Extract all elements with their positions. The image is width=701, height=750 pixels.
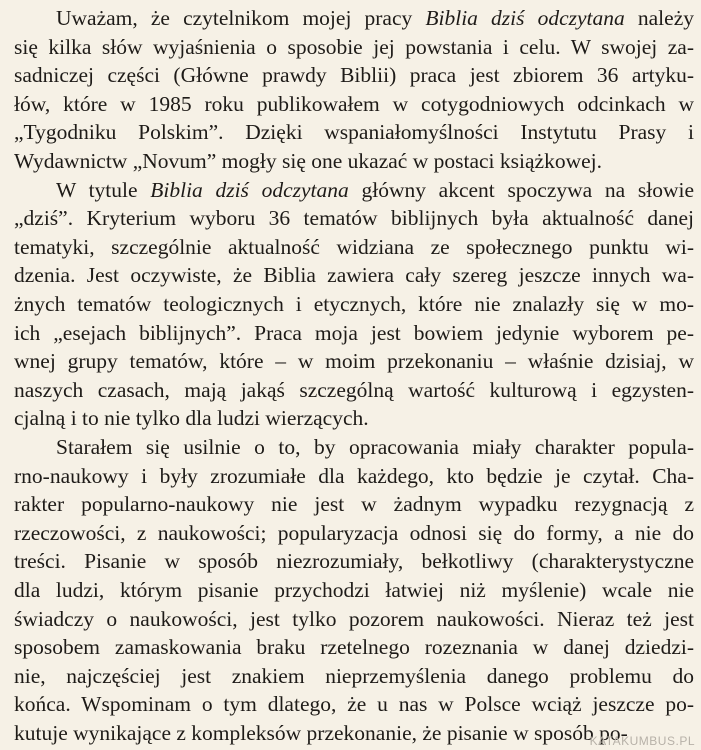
- text-line: [14, 90, 694, 118]
- text-segment: sadniczej części (Główne prawdy Biblii) praca jest zbiorem 36 artyku-: [14, 63, 694, 88]
- text-line: [14, 490, 694, 518]
- text-line: [14, 204, 694, 232]
- text-line: [14, 462, 694, 490]
- text-segment: rno-naukowy i były zrozumiałe dla każdego, kto będzie je czytał. Cha-: [14, 463, 694, 488]
- text-line: [14, 547, 694, 575]
- text-line: [56, 433, 694, 461]
- text-segment: Uważam, że czytelnikom mojej pracy: [56, 6, 426, 30]
- text-segment: kutuje wynikające z kompleksów przekonanie, że pisanie w sposób po-: [14, 721, 628, 745]
- text-segment: dzenia. Jest oczywiste, że Biblia zawiera cały szereg jeszcze innych wa-: [14, 263, 694, 288]
- text-segment: świadczy o naukowości, jest tylko pozorem naukowości. Nieraz też jest: [14, 606, 694, 631]
- text-line: [14, 690, 694, 718]
- text-segment: końca. Wspominam o tym dlatego, że u nas w Polsce wciąż jeszcze po-: [14, 692, 694, 717]
- text-line: [56, 176, 694, 204]
- text-segment: nie, najczęściej jest znakiem nieprzemyślenia danego problemu do: [14, 663, 694, 688]
- text-segment: należy: [624, 6, 694, 30]
- italic-title: Biblia dziś odczytana: [150, 177, 349, 202]
- text-segment: dla ludzi, którym pisanie przychodzi łatwiej niż myślenie) wcale nie: [14, 578, 694, 602]
- text-line: [14, 147, 694, 175]
- italic-title: Biblia dziś odczytana: [425, 6, 625, 30]
- text-segment: się kilka słów wyjaśnienia o sposobie jej powstania i celu. W swojej za-: [14, 34, 694, 59]
- text-line: [14, 633, 694, 661]
- text-segment: rzeczowości, z naukowości; popularyzacja odnosi się do formy, a nie do: [14, 520, 694, 545]
- watermark: KATAKUMBUS.PL: [589, 734, 695, 748]
- text-line: [56, 4, 694, 32]
- text-segment: Starałem się usilnie o to, by opracowania miały charakter popula-: [56, 435, 694, 459]
- text-line: [14, 61, 694, 89]
- text-segment: naszych czasach, mają jakąś szczególną wartość kulturową i egzysten-: [14, 377, 694, 402]
- text-line: [14, 290, 694, 318]
- text-line: [14, 404, 694, 432]
- text-segment: W tytule: [56, 177, 151, 202]
- text-segment: Wydawnictw „Novum” mogły się one ukazać w postaci książkowej.: [14, 149, 602, 173]
- text-line: [14, 376, 694, 404]
- text-segment: ich „esejach biblijnych”. Praca moja jest bowiem jedynie wyborem pe-: [14, 320, 694, 345]
- text-segment: sposobem zamaskowania braku rzetelnego rozeznania w danej dziedzi-: [14, 635, 694, 660]
- text-line: [14, 261, 694, 289]
- text-segment: rakter popularno-naukowy nie jest w żadnym wypadku rezygnacją z: [14, 492, 694, 517]
- text-line: [14, 319, 694, 347]
- text-line: [14, 576, 694, 604]
- text-segment: wnej grupy tematów, które – w moim przekonaniu – właśnie dzisiaj, w: [14, 349, 694, 374]
- text-segment: żnych tematów teologicznych i etycznych, które nie znalazły się w mo-: [14, 292, 694, 316]
- text-line: [14, 347, 694, 375]
- text-line: [14, 118, 694, 146]
- text-segment: „Tygodniku Polskim”. Dzięki wspaniałomyślności Instytutu Prasy i: [14, 120, 694, 145]
- text-segment: tematyki, szczególnie aktualność widziana ze społecznego punktu wi-: [14, 234, 694, 259]
- text-line: [14, 605, 694, 633]
- text-segment: główny akcent spoczywa na słowie: [348, 177, 694, 202]
- text-segment: cjalną i to nie tylko dla ludzi wierzących.: [14, 406, 369, 431]
- text-segment: łów, które w 1985 roku publikowałem w cotygodniowych odcinkach w: [14, 91, 694, 116]
- text-line: [14, 233, 694, 261]
- text-segment: treści. Pisanie w sposób niezrozumiały, bełkotliwy (charakterystyczne: [14, 549, 694, 574]
- text-line: [14, 519, 694, 547]
- text-line: [14, 662, 694, 690]
- text-line: [14, 33, 694, 61]
- text-segment: „dziś”. Kryterium wyboru 36 tematów biblijnych była aktualność danej: [14, 206, 694, 231]
